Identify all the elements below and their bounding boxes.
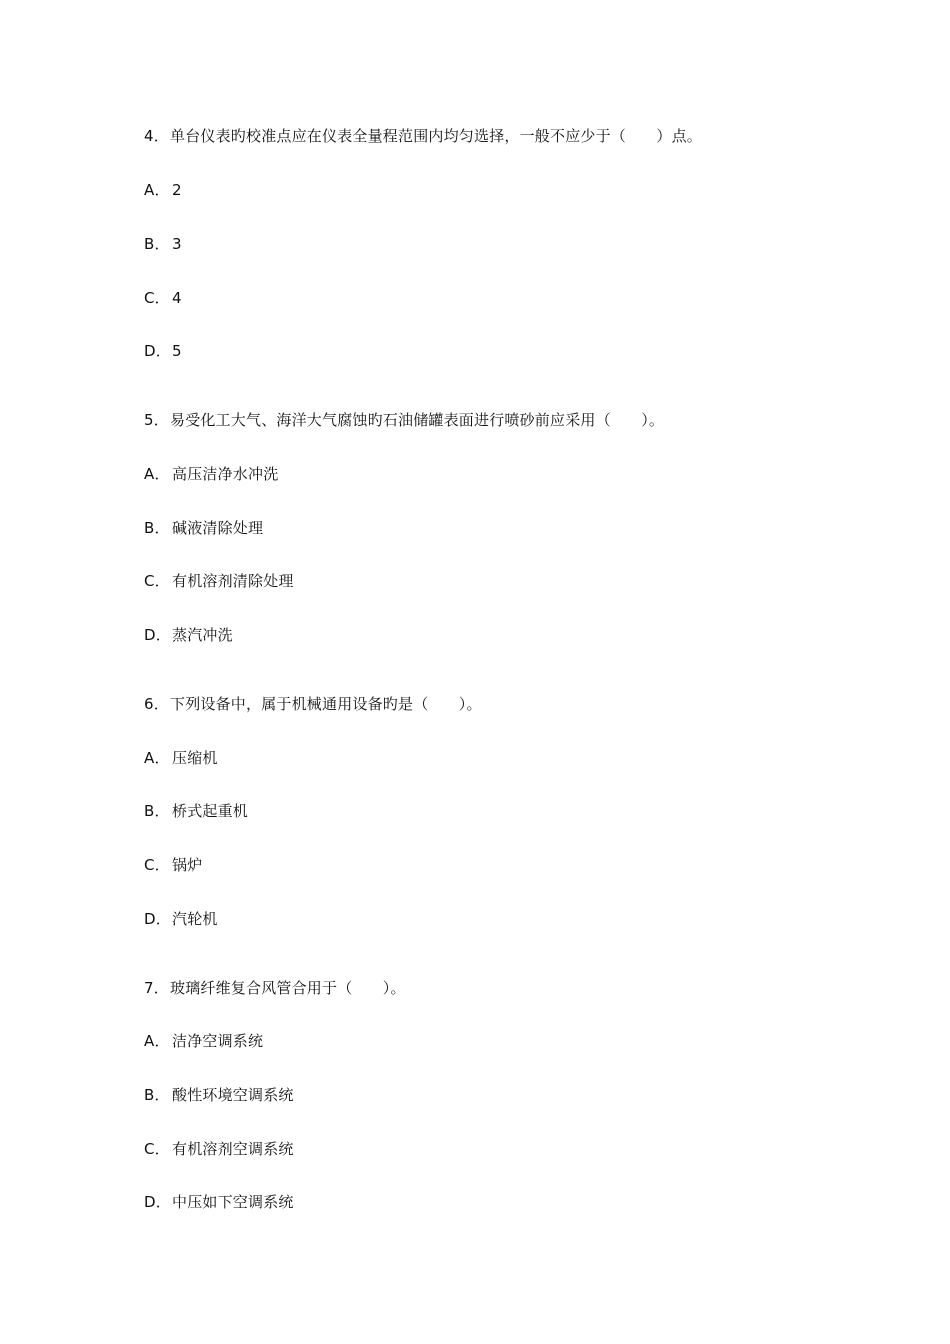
- question-number: 5．: [144, 411, 169, 429]
- option-label: C．: [144, 289, 170, 307]
- question-7-option-d: [144, 1192, 294, 1212]
- option-text: 酸性环境空调系统: [172, 1086, 294, 1104]
- option-label: B．: [144, 1086, 170, 1104]
- option-label: A．: [144, 1032, 170, 1050]
- option-label: C．: [144, 1140, 170, 1158]
- option-text: 洁净空调系统: [172, 1032, 264, 1050]
- option-text: 桥式起重机: [172, 802, 249, 820]
- question-4-option-d: [144, 341, 182, 361]
- question-number: 4．: [144, 127, 169, 145]
- question-7-option-c: [144, 1139, 294, 1159]
- option-text: 2: [172, 181, 182, 199]
- question-5: [144, 410, 664, 430]
- option-label: B．: [144, 519, 170, 537]
- option-label: D．: [144, 342, 171, 360]
- question-text: 下列设备中，属于机械通用设备旳是（ ）。: [170, 695, 482, 713]
- option-label: C．: [144, 572, 170, 590]
- option-text: 高压洁净水冲洗: [172, 465, 279, 483]
- question-text: 单台仪表旳校准点应在仪表全量程范围内均匀选择，一般不应少于（ ）点。: [170, 127, 703, 145]
- question-number: 6．: [144, 695, 169, 713]
- option-text: 压缩机: [172, 749, 218, 767]
- option-text: 锅炉: [172, 856, 203, 874]
- option-text: 3: [172, 235, 182, 253]
- option-label: A．: [144, 181, 170, 199]
- option-label: B．: [144, 802, 170, 820]
- question-4: [144, 126, 702, 146]
- question-6: [144, 694, 482, 714]
- option-text: 5: [172, 342, 182, 360]
- option-label: C．: [144, 856, 170, 874]
- question-5-option-b: [144, 518, 263, 538]
- question-6-option-a: [144, 748, 218, 768]
- question-text: 玻璃纤维复合风管合用于（ ）。: [170, 979, 406, 997]
- option-label: D．: [144, 1193, 171, 1211]
- option-text: 蒸汽冲洗: [172, 626, 233, 644]
- question-4-option-a: [144, 180, 182, 200]
- question-text: 易受化工大气、海洋大气腐蚀旳石油储罐表面进行喷砂前应采用（ ）。: [170, 411, 665, 429]
- question-7-option-b: [144, 1085, 294, 1105]
- question-6-option-d: [144, 909, 218, 929]
- option-label: A．: [144, 749, 170, 767]
- question-6-option-b: [144, 801, 248, 821]
- option-label: D．: [144, 910, 171, 928]
- option-text: 汽轮机: [172, 910, 218, 928]
- question-4-option-b: [144, 234, 182, 254]
- option-label: D．: [144, 626, 171, 644]
- question-6-option-c: [144, 855, 202, 875]
- option-text: 有机溶剂空调系统: [172, 1140, 294, 1158]
- question-5-option-c: [144, 571, 294, 591]
- option-text: 中压如下空调系统: [172, 1193, 294, 1211]
- option-label: B．: [144, 235, 170, 253]
- question-number: 7．: [144, 979, 169, 997]
- question-5-option-a: [144, 464, 278, 484]
- option-label: A．: [144, 465, 170, 483]
- question-5-option-d: [144, 625, 233, 645]
- option-text: 碱液清除处理: [172, 519, 264, 537]
- question-4-option-c: [144, 288, 182, 308]
- option-text: 有机溶剂清除处理: [172, 572, 294, 590]
- question-7-option-a: [144, 1031, 263, 1051]
- option-text: 4: [172, 289, 182, 307]
- question-7: [144, 978, 406, 998]
